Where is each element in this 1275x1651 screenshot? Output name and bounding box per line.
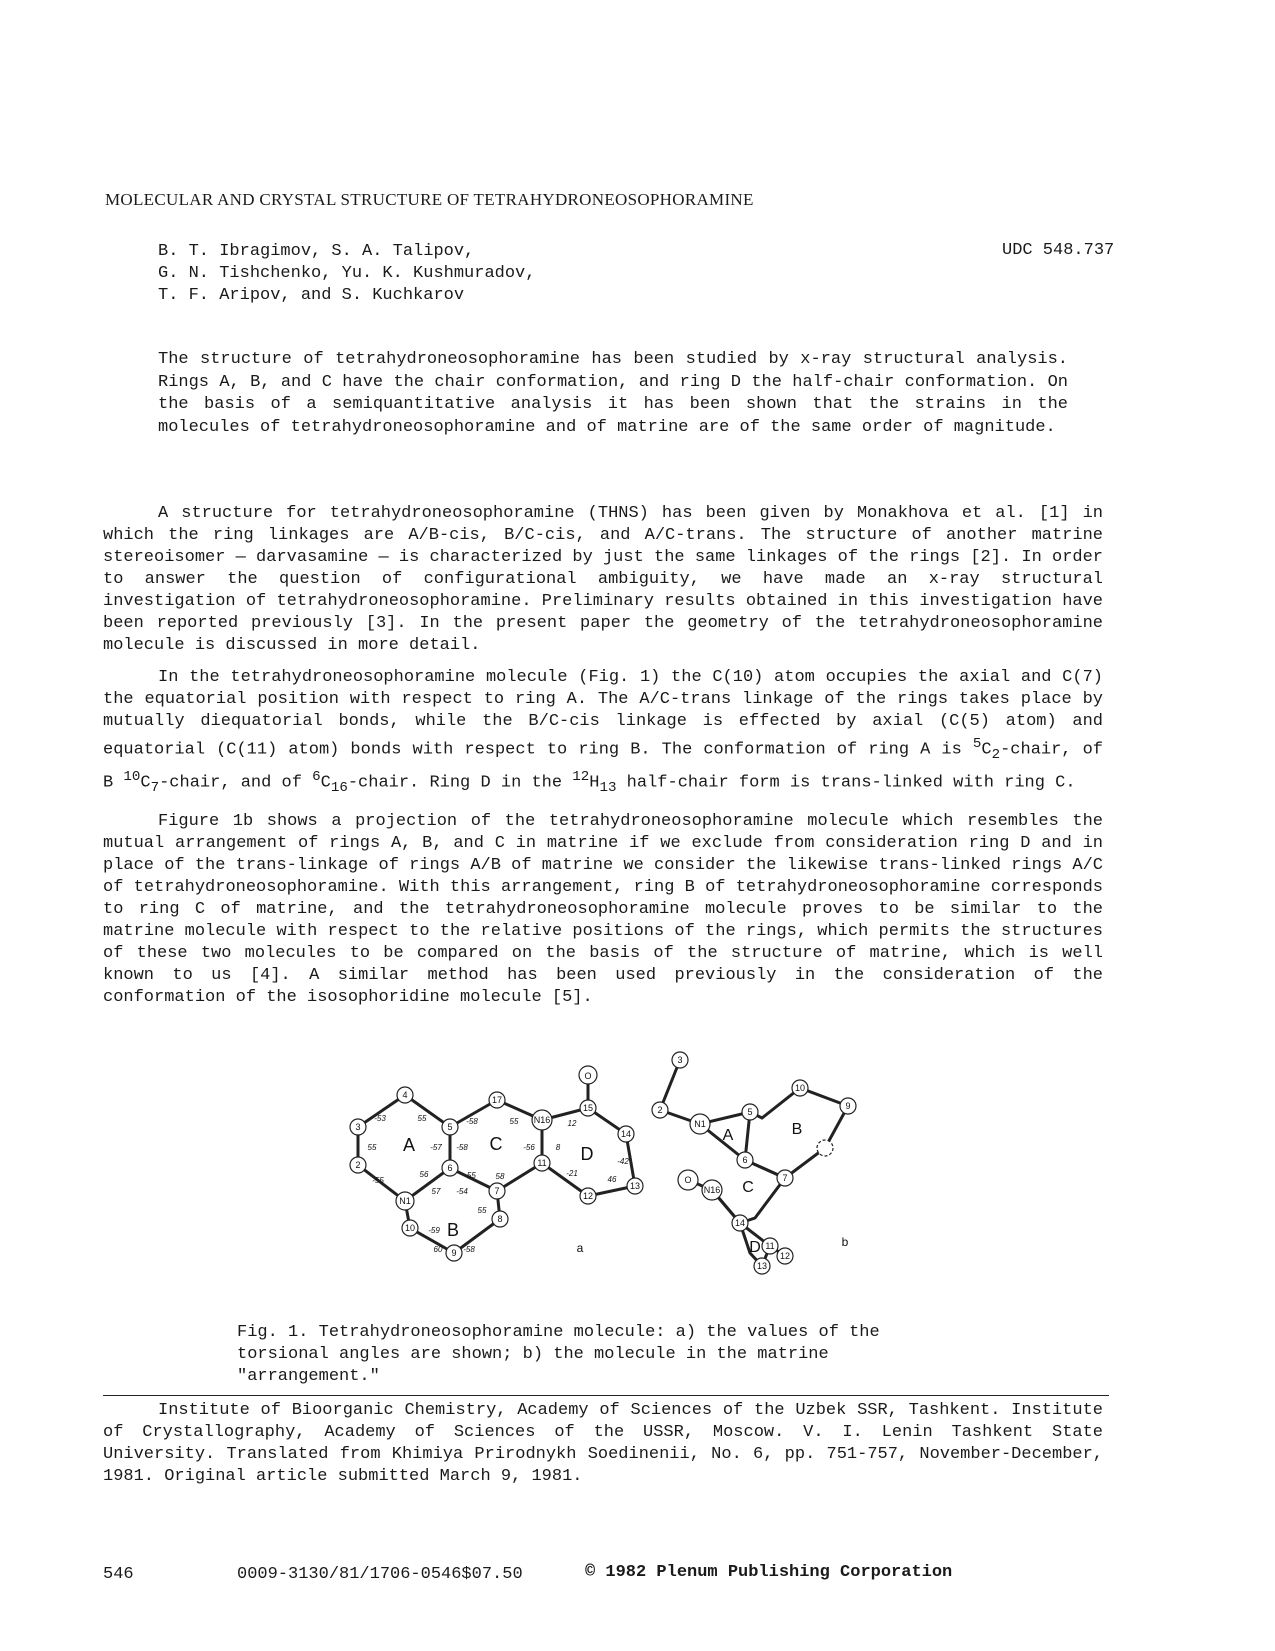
- svg-text:13: 13: [629, 1181, 641, 1191]
- svg-text:55: 55: [417, 1114, 427, 1123]
- author-line: T. F. Aripov, and S. Kuchkarov: [158, 286, 465, 305]
- svg-text:2: 2: [657, 1105, 663, 1115]
- svg-text:A: A: [402, 1135, 416, 1155]
- svg-text:46: 46: [607, 1175, 617, 1184]
- svg-text:8: 8: [555, 1143, 561, 1152]
- author-line: G. N. Tishchenko, Yu. K. Kushmuradov,: [158, 264, 536, 283]
- svg-text:2: 2: [355, 1160, 361, 1170]
- svg-text:-58: -58: [466, 1117, 478, 1126]
- body-paragraph-1: A structure for tetrahydroneosophoramine (THNS) has been given by Monakhova et al. [1] in which the ring linkages are A/B-cis, B/C-cis, and A/C-trans. The structure of another matrine stereoisomer — darvasamine — is characterized by just the same linkages of the rings [2]. In order to answer the question of configurational ambiguity, we have made an x-ray structural investigation of tetrahydroneosophoramine. Preliminary results obtained in this investigation have been reported previously [3]. In the present paper the geometry of the tetrahydroneosophoramine molecule is discussed in more detail.: [103, 504, 1103, 655]
- svg-text:55: 55: [477, 1206, 487, 1215]
- svg-text:13: 13: [756, 1261, 768, 1271]
- svg-text:55: 55: [509, 1117, 519, 1126]
- svg-text:D: D: [580, 1144, 594, 1164]
- panel-b-bonds: [660, 1060, 851, 1266]
- svg-text:-55: -55: [372, 1176, 384, 1185]
- copyright-notice: © 1982 Plenum Publishing Corporation: [585, 1563, 953, 1582]
- author-list: [158, 241, 535, 307]
- svg-text:-58: -58: [456, 1143, 468, 1152]
- svg-text:7: 7: [494, 1186, 500, 1196]
- svg-text:56: 56: [419, 1170, 429, 1179]
- svg-text:-21: -21: [566, 1169, 578, 1178]
- abstract: The structure of tetrahydroneosophoramine has been studied by x-ray structural analysis. Rings A, B, and C have the chair conformation, and ring D the half-chair conformation. On the basis of a semiquantitative analysis it has been shown that the strains in the molecules of tetrahydroneosophoramine and of matrine are of the same order of magnitude.: [158, 350, 1068, 437]
- svg-text:9: 9: [845, 1101, 851, 1111]
- svg-text:6: 6: [447, 1163, 453, 1173]
- svg-text:7: 7: [782, 1173, 788, 1183]
- svg-text:60: 60: [433, 1245, 443, 1254]
- svg-text:11: 11: [765, 1241, 775, 1251]
- svg-text:10: 10: [794, 1083, 806, 1093]
- author-line: B. T. Ibragimov, S. A. Talipov,: [158, 242, 475, 261]
- svg-text:12: 12: [779, 1251, 791, 1261]
- article-title: MOLECULAR AND CRYSTAL STRUCTURE OF TETRAHYDRONEOSOPHORAMINE: [105, 190, 754, 209]
- figure-caption: Fig. 1. Tetrahydroneosophoramine molecule: a) the values of the torsional angles are shown; b) the molecule in the matrine "arrangement.": [237, 1323, 880, 1386]
- footnote-divider: [103, 1395, 1109, 1396]
- svg-text:3: 3: [677, 1055, 683, 1065]
- svg-text:O: O: [584, 1071, 592, 1081]
- svg-text:10: 10: [404, 1223, 416, 1233]
- svg-text:D: D: [749, 1239, 761, 1256]
- svg-text:N1: N1: [694, 1119, 706, 1129]
- svg-text:8: 8: [497, 1214, 503, 1224]
- svg-text:3: 3: [355, 1122, 361, 1132]
- svg-text:12: 12: [582, 1191, 594, 1201]
- svg-text:-55: -55: [464, 1171, 476, 1180]
- svg-text:57: 57: [431, 1187, 441, 1196]
- body-paragraph-2: In the tetrahydroneosophoramine molecule (Fig. 1) the C(10) atom occupies the axial and C(7) the equatorial position with respect to ring A. The A/C-trans linkage of the rings takes place by mutually diequatorial bonds, while the B/C-cis linkage is effected by axial (C(5) atom) and equatorial (C(11) atom) bonds with respect to ring B. The conformation of ring A is $^5C_2$-chair, of B $^{10}C_7$-chair, and of $^6C_{16}$-chair. Ring D in the $^{12}H_{13}$ half-chair form is trans-linked with ring C.: [103, 668, 1103, 797]
- affiliation-footnote: Institute of Bioorganic Chemistry, Academy of Sciences of the Uzbek SSR, Tashkent. Institute of Crystallography, Academy of Sciences of the USSR, Moscow. V. I. Lenin Tashkent State University. Translated from Khimiya Prirodnykh Soedinenii, No. 6, pp. 751-757, November-December, 1981. Original article submitted March 9, 1981.: [103, 1401, 1103, 1486]
- svg-text:4: 4: [402, 1090, 408, 1100]
- svg-text:N16: N16: [533, 1115, 551, 1125]
- svg-text:C: C: [489, 1134, 503, 1154]
- svg-text:11: 11: [537, 1158, 547, 1168]
- svg-text:N16: N16: [703, 1185, 721, 1195]
- panel-b-label: b: [841, 1235, 849, 1249]
- page-number: 546: [103, 1565, 134, 1584]
- udc-code: UDC 548.737: [1002, 241, 1115, 260]
- svg-text:-53: -53: [374, 1114, 386, 1123]
- svg-text:-54: -54: [456, 1187, 468, 1196]
- panel-b-ring-labels: [723, 1121, 803, 1256]
- svg-text:6: 6: [742, 1155, 748, 1165]
- body-paragraph-3: Figure 1b shows a projection of the tetrahydroneosophoramine molecule which resembles the mutual arrangement of rings A, B, and C in matrine if we exclude from consideration ring D and in place of the trans-linkage of rings A/B of matrine we consider the likewise trans-linked rings A/C of tetrahydroneosophoramine. With this arrangement, ring B of tetrahydroneosophoramine corresponds to ring C of matrine, and the tetrahydroneosophoramine molecule proves to be similar to the matrine molecule with respect to the relative positions of the rings, which permits the structures of these two molecules to be compared on the basis of the structure of matrine, which is well known to us [4]. A similar method has been used previously in the consideration of the conformation of the isosophoridine molecule [5].: [103, 812, 1103, 1007]
- svg-text:14: 14: [620, 1129, 632, 1139]
- figure-1: [350, 1055, 910, 1314]
- svg-text:-42: -42: [617, 1157, 629, 1166]
- svg-text:58: 58: [495, 1172, 505, 1181]
- svg-text:B: B: [446, 1220, 460, 1240]
- svg-text:15: 15: [582, 1103, 594, 1113]
- article-code: 0009-3130/81/1706-0546$07.50: [237, 1565, 523, 1584]
- svg-text:-57: -57: [430, 1143, 442, 1152]
- svg-text:O: O: [684, 1175, 692, 1185]
- svg-text:A: A: [722, 1127, 734, 1144]
- svg-text:9: 9: [451, 1248, 457, 1258]
- svg-text:N1: N1: [399, 1196, 411, 1206]
- panel-a-label: a: [576, 1241, 584, 1255]
- svg-text:55: 55: [367, 1143, 377, 1152]
- svg-text:C: C: [742, 1179, 754, 1196]
- svg-text:B: B: [791, 1121, 803, 1138]
- svg-text:12: 12: [567, 1119, 577, 1128]
- svg-text:5: 5: [747, 1107, 753, 1117]
- svg-text:-58: -58: [463, 1245, 475, 1254]
- svg-text:-56: -56: [523, 1143, 535, 1152]
- molecule-diagram: [350, 1055, 910, 1314]
- svg-text:-59: -59: [428, 1226, 440, 1235]
- svg-text:17: 17: [491, 1095, 503, 1105]
- svg-text:5: 5: [447, 1122, 453, 1132]
- svg-text:14: 14: [734, 1218, 746, 1228]
